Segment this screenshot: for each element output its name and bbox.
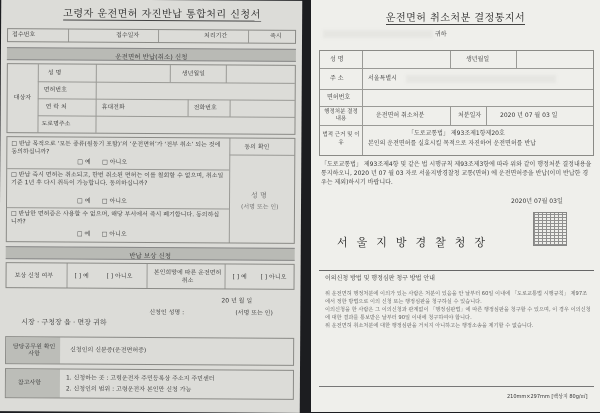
applicant-label: 대상자	[13, 94, 32, 102]
applicant-signature-sub: (서명 또는 인)	[235, 309, 273, 317]
consent-1-no-checkbox[interactable]: □	[102, 158, 108, 166]
home-phone-label: 전화번호	[193, 104, 217, 112]
reward-desc-no[interactable]: [ ] 아니오	[260, 273, 287, 281]
consent-section	[6, 136, 296, 244]
legal-row-label: 법적 근거 및 이유	[322, 132, 360, 146]
checkbox-icon: □	[11, 171, 17, 179]
consent-3-options	[77, 232, 127, 238]
legal-reason: 본인의 운전면허를 실효시킬 목적으로 자진하여 운전면허를 반납	[368, 140, 536, 147]
name-row-label: 성 명	[330, 56, 344, 63]
consent-item-3	[11, 210, 225, 227]
address-value: 서울특별시	[368, 75, 397, 82]
reward-label: 보상 신청 여부	[14, 272, 54, 280]
notes-label: 참고사항	[17, 379, 42, 387]
revocation-notice-document	[311, 0, 600, 412]
decision-date: 2020 년 07 월 03 일	[500, 112, 558, 119]
name-row-label: 성 명	[47, 69, 62, 77]
section-apply-header	[7, 47, 296, 62]
consent-item-1	[11, 140, 225, 157]
consent-1-no-label: 아니오	[109, 158, 128, 166]
guide-text	[325, 290, 591, 330]
address-redacted	[406, 75, 556, 83]
decision-value: 운전면허 취소처분	[376, 112, 425, 119]
consent-item-3-text: 반납한 면허증은 사용할 수 없으며, 해당 부서에서 즉시 폐기합니다. 동의하십니까?	[10, 210, 220, 226]
applicant-table	[6, 63, 295, 135]
notice-date: 2020년 07월 03일	[511, 198, 563, 205]
processing-period-value: 즉시	[270, 32, 282, 40]
legal-basis: 「도로교통법」 제93조제1항제20호	[408, 130, 505, 137]
license-row-label: 면허번호	[43, 86, 67, 94]
birth-label: 생년월일	[181, 70, 206, 78]
official-seal	[533, 212, 567, 246]
consent-item-2	[11, 171, 225, 188]
consent-1-yes-checkbox[interactable]: □	[77, 158, 83, 166]
issuer-name: 서울지방경찰청장	[337, 236, 495, 249]
checkbox-icon: □	[10, 210, 17, 218]
consent-item-1-text: 반납 목적으로 ‘모든 종류(원동기 포함)’의 ‘운전면허’가 ‘전부 취소’ 되는 것에 동의하십니까?	[11, 140, 221, 156]
guide-line-1: 위 운전면허 행정처분에 이의가 있는 사람은 처분이 있음을 안 날부터 60일 이내에 「도로교통법 시행규칙」 제97조에서 정한 방법으로 이의 신청 또는 행정심판을 청구하실 수 있습니다.	[325, 291, 588, 305]
reward-row	[5, 262, 294, 290]
notes-row	[5, 368, 294, 400]
consent-3-no-label: 아니오	[109, 230, 127, 238]
consent-3-yes-checkbox[interactable]: □	[76, 230, 83, 238]
note-2: 2. 신청인의 범위 : 고령운전자 본인만 신청 가능	[65, 385, 192, 394]
signature-name-label: 성 명	[251, 191, 267, 200]
section-apply-title: 운전면허 반납(취소) 신청	[115, 52, 188, 62]
consent-item-2-text: 반납 즉시 면허는 취소되고, 한번 취소된 면허는 이를 철회할 수 없으며, 취소일 기준 1년 후 다시 취득이 가능합니다. 동의하십니까?	[11, 171, 224, 187]
consent-3-no-checkbox[interactable]: □	[101, 230, 108, 238]
section-reward-title: 반납 보상 신청	[129, 251, 172, 261]
form-title: 고령자 운전면허 자진반납 통합처리 신청서	[63, 4, 261, 21]
consent-2-yes-label: 예	[84, 197, 91, 205]
recipient-redacted	[323, 30, 433, 38]
notice-title-text: 운전면허 취소처분 결정통지서	[385, 13, 526, 24]
decision-date-label: 처분일자	[458, 112, 482, 119]
addressee: 시장 · 구청장 읍 · 면장 귀하	[21, 318, 107, 327]
guide-line-3: 위 운전면허 취소처분에 대한 행정심판을 거치지 아니하고는 행정소송을 제기할 수 없습니다.	[325, 323, 534, 329]
notice-table	[319, 50, 594, 156]
address-row-label: 주 소	[330, 75, 344, 82]
notice-title	[311, 9, 600, 24]
reward-option-no[interactable]: [ ] 아니오	[106, 272, 133, 280]
mobile-label: 휴대전화	[101, 103, 125, 111]
date-line: 20 년 월 일	[221, 297, 253, 305]
consent-1-options	[77, 160, 127, 166]
guide-title: 이의신청 방법 및 행정심판 청구 방법 안내	[325, 275, 435, 282]
consent-2-no-label: 아니오	[109, 197, 127, 205]
consent-1-yes-label: 예	[84, 158, 91, 166]
consent-box-title: 동의 확인	[244, 143, 270, 151]
address-row-label: 도로명주소	[41, 120, 71, 128]
paper-spec-footer: 210mm×297mm [백상지 80g/㎡]	[507, 394, 588, 400]
recipient-suffix: 귀하	[435, 31, 447, 38]
consent-2-no-checkbox[interactable]: □	[101, 197, 108, 205]
applicant-signature-label: 신청인 성명 :	[149, 308, 185, 317]
consent-2-yes-checkbox[interactable]: □	[77, 197, 83, 205]
consent-2-options	[77, 199, 127, 205]
notice-body: 「도로교통법」 제93조제4항 및 같은 법 시행규칙 제93조제3항에 따라 위와 같이 행정처분 결정내용을 통지하오니, 2020 년 07 월 03 자로 서울지방경찰청 교통(면허) 에 운전면허증을 반납(이미 반납한 경우는 제외)하시기 바랍니다.	[321, 161, 592, 186]
guide-line-2: 이의신청을 한 사람은 그 이의신청과 관계없이 「행정심판법」에 따른 행정심판을 청구할 수 있으며, 이 경우 이의신청에 대한 결과를 통보받은 날부터 90일 이내에 청구하여야 합니다.	[325, 307, 591, 321]
form-header-row	[7, 28, 296, 44]
receipt-number-label: 접수번호	[12, 31, 36, 39]
license-row-label: 면허번호	[327, 94, 351, 101]
contact-row-label: 연 락 처	[45, 103, 67, 111]
processing-period-label: 처리기간	[204, 32, 228, 40]
note-1: 1. 신청하는 곳 : 고령운전자 주민등록상 주소지 주민센터	[65, 374, 215, 383]
reward-option-yes[interactable]: [ ] 예	[74, 272, 89, 280]
receipt-date-label: 접수일자	[116, 31, 140, 39]
section-reward-header	[6, 246, 295, 261]
signature-sub-label: (서명 또는 인)	[240, 203, 279, 211]
reward-desc-yes[interactable]: [ ] 예	[232, 273, 247, 281]
checkbox-icon: □	[11, 140, 18, 148]
decision-row-label: 행정처분 결정내용	[324, 109, 358, 122]
verification-value: 신청인의 신분증(운전면허증)	[70, 346, 147, 354]
verification-label: 담당공무원 확인사항	[12, 343, 56, 358]
reward-desc: 본인희망에 따른 운전면허 취소	[153, 269, 222, 285]
consent-3-yes-label: 예	[84, 230, 91, 238]
verification-row	[5, 336, 294, 366]
birth-label: 생년월일	[466, 56, 490, 63]
